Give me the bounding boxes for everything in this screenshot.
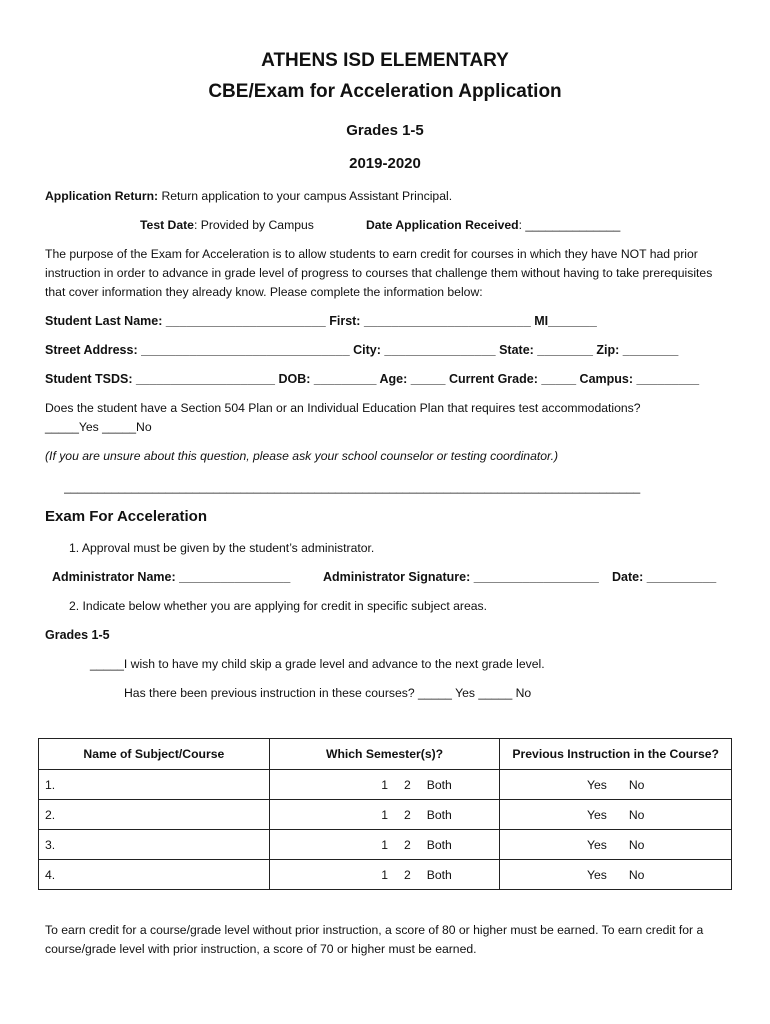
semester-both-option[interactable]: Both [426,837,452,852]
previous-no-option[interactable]: No [628,837,645,852]
test-date-text: : Provided by Campus [193,218,314,232]
semester-2-option[interactable]: 2 [403,807,411,822]
semester-2-option[interactable]: 2 [403,867,411,882]
school-year: 2019-2020 [349,155,421,172]
header-previous: Previous Instruction in the Course? [500,739,732,770]
form-title: CBE/Exam for Acceleration Application [208,81,562,102]
semester-1-option[interactable]: 1 [381,867,388,882]
table-row [39,800,732,830]
subject-cell[interactable]: 3. [39,830,270,860]
previous-cell[interactable] [500,800,732,830]
administrator-date[interactable]: Date: __________ [612,570,717,584]
application-return-label: Application Return: [45,189,159,203]
table-header-row [39,739,732,770]
test-date [140,216,314,234]
student-info-fields[interactable]: Student TSDS: ____________________ DOB: _________ Age: _____ Current Grade: _____ Campus: _________ [45,372,700,386]
previous-yes-option[interactable]: Yes [586,777,607,792]
student-name-fields[interactable]: Student Last Name: _______________________ First: ________________________ MI_______ [45,314,597,328]
administrator-name[interactable]: Administrator Name: ________________ [52,570,291,584]
semester-both-option[interactable]: Both [426,867,452,882]
semester-2-option[interactable]: 2 [403,837,411,852]
table-row [39,860,732,890]
previous-no-option[interactable]: No [628,807,645,822]
grades-label: Grades 1-5 [45,628,110,642]
previous-yes-option[interactable]: Yes [586,807,607,822]
previous-no-option[interactable]: No [628,777,645,792]
application-return-text: Return application to your campus Assistant Principal. [161,189,453,203]
item-1: 1. Approval must be given by the student’s administrator. [69,541,375,555]
subject-cell[interactable]: 4. [39,860,270,890]
divider-line: _____________________________________________________________________________________ [64,480,641,494]
table-row [39,830,732,860]
semester-1-option[interactable]: 1 [381,807,388,822]
date-received-label: Date Application Received [366,218,519,232]
header-subject: Name of Subject/Course [39,739,270,770]
test-date-label: Test Date [140,218,194,232]
previous-cell[interactable] [500,860,732,890]
date-received-field[interactable]: : ______________ [518,218,621,232]
administrator-signature[interactable]: Administrator Signature: __________________ [323,570,599,584]
date-received [366,216,620,234]
semester-1-option[interactable]: 1 [381,837,388,852]
semester-both-option[interactable]: Both [426,807,452,822]
semester-2-option[interactable]: 2 [403,777,411,792]
section504-note: (If you are unsure about this question, please ask your school counselor or testing coordinator.) [45,449,559,463]
application-return [45,187,452,205]
subject-cell[interactable]: 2. [39,800,270,830]
table-row [39,770,732,800]
item-2: 2. Indicate below whether you are applying for credit in specific subject areas. [69,599,487,613]
address-fields[interactable]: Street Address: ______________________________ City: ________________ State: ________ Zip: ________ [45,343,679,357]
header-semester: Which Semester(s)? [269,739,500,770]
semester-cell[interactable] [269,860,500,890]
section504-options[interactable]: _____Yes _____No [45,420,152,434]
semester-cell[interactable] [269,830,500,860]
footer-paragraph: To earn credit for a course/grade level without prior instruction, a score of 80 or higher must be earned. To earn credit for a course/grade level with prior instruction, a score of 70 or higher must be earned. [45,923,704,956]
course-table [38,738,732,890]
semester-1-option[interactable]: 1 [381,777,388,792]
school-title: ATHENS ISD ELEMENTARY [261,50,509,71]
purpose-paragraph: The purpose of the Exam for Acceleration is to allow students to earn credit for courses in which they have NOT had prior instruction in order to advance in grade level of progress to courses that challenge them without having to take prerequisites that cover information they already know. Please complete the information below: [45,247,713,299]
skip-grade-line[interactable]: _____I wish to have my child skip a grade level and advance to the next grade level. [90,657,545,671]
grades-heading: Grades 1-5 [346,122,424,139]
previous-cell[interactable] [500,830,732,860]
exam-section-title: Exam For Acceleration [45,508,208,525]
previous-cell[interactable] [500,770,732,800]
section504-question: Does the student have a Section 504 Plan or an Individual Education Plan that requires test accommodations? [45,401,641,415]
semester-cell[interactable] [269,800,500,830]
previous-no-option[interactable]: No [628,867,645,882]
previous-yes-option[interactable]: Yes [586,867,607,882]
semester-both-option[interactable]: Both [426,777,452,792]
semester-cell[interactable] [269,770,500,800]
subject-cell[interactable]: 1. [39,770,270,800]
previous-instruction-line[interactable]: Has there been previous instruction in these courses? _____ Yes _____ No [124,686,532,700]
previous-yes-option[interactable]: Yes [586,837,607,852]
